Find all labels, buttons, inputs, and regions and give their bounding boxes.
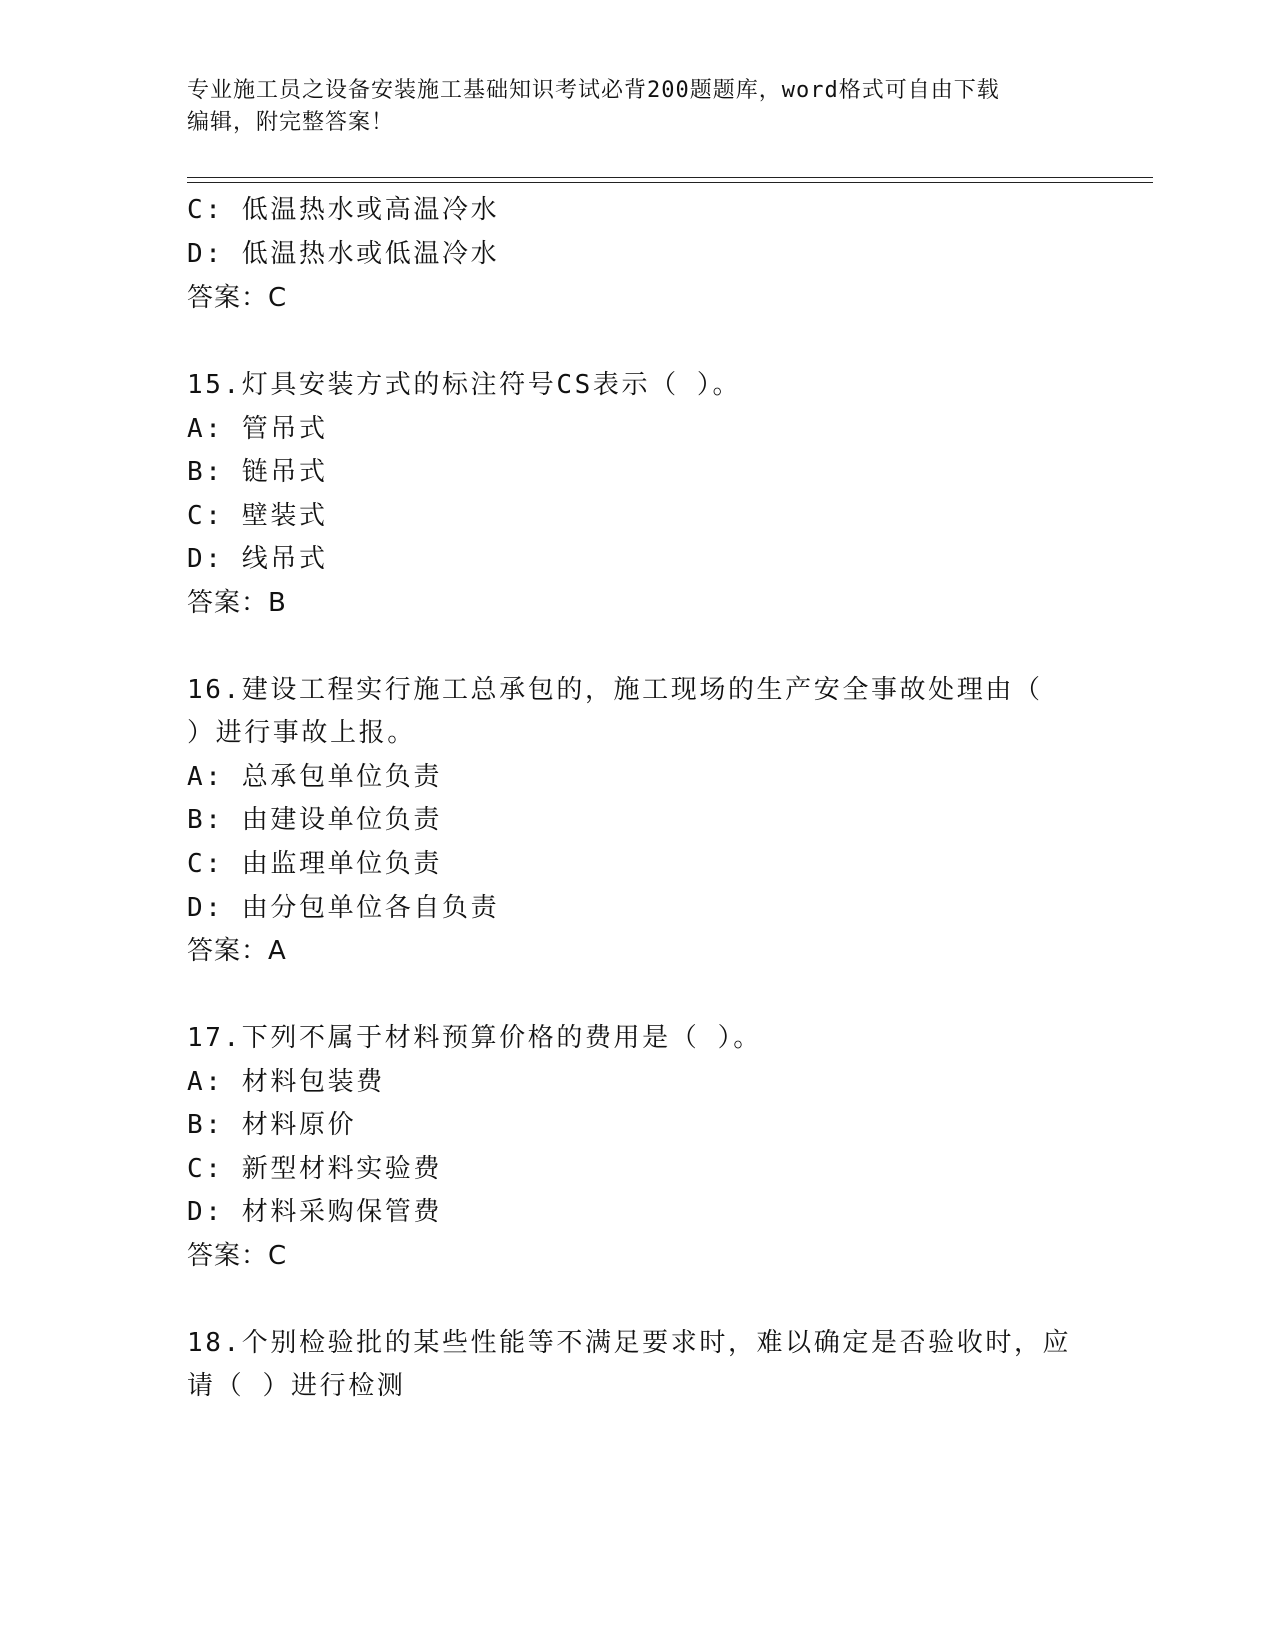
question-stem-cont: ）进行事故上报。	[187, 718, 416, 748]
option-a: A: 材料包装费	[187, 1067, 385, 1097]
option-d: D: 线吊式	[187, 544, 328, 574]
option-d: D: 低温热水或低温冷水	[187, 239, 500, 269]
document-header	[187, 75, 1067, 139]
question-stem: 16.建设工程实行施工总承包的，施工现场的生产安全事故处理由（	[187, 675, 1043, 705]
option-a: A: 总承包单位负责	[187, 762, 442, 792]
header-divider-bottom	[187, 182, 1153, 183]
answer: 答案：C	[187, 283, 288, 313]
option-b: B: 链吊式	[187, 457, 328, 487]
answer: 答案：A	[187, 936, 287, 966]
header-line-2: 编辑，附完整答案！	[187, 110, 395, 135]
question-stem-cont: 请（ ）进行检测	[187, 1371, 406, 1401]
answer: 答案：C	[187, 1241, 288, 1271]
question-stem: 18.个别检验批的某些性能等不满足要求时，难以确定是否验收时，应	[187, 1328, 1072, 1358]
option-a: A: 管吊式	[187, 414, 328, 444]
option-c: C: 由监理单位负责	[187, 849, 442, 879]
answer: 答案：B	[187, 588, 287, 618]
option-c: C: 低温热水或高温冷水	[187, 195, 500, 225]
option-c: C: 壁装式	[187, 501, 328, 531]
question-stem: 17.下列不属于材料预算价格的费用是（ ）。	[187, 1023, 762, 1053]
header-line-1: 专业施工员之设备安装施工基础知识考试必背200题题库，word格式可自由下载	[187, 78, 1000, 103]
option-d: D: 由分包单位各自负责	[187, 893, 500, 923]
option-d: D: 材料采购保管费	[187, 1197, 442, 1227]
option-c: C: 新型材料实验费	[187, 1154, 442, 1184]
option-b: B: 材料原价	[187, 1110, 357, 1140]
header-divider-top	[187, 177, 1153, 178]
question-stem: 15.灯具安装方式的标注符号CS表示（ ）。	[187, 370, 742, 400]
option-b: B: 由建设单位负责	[187, 805, 442, 835]
